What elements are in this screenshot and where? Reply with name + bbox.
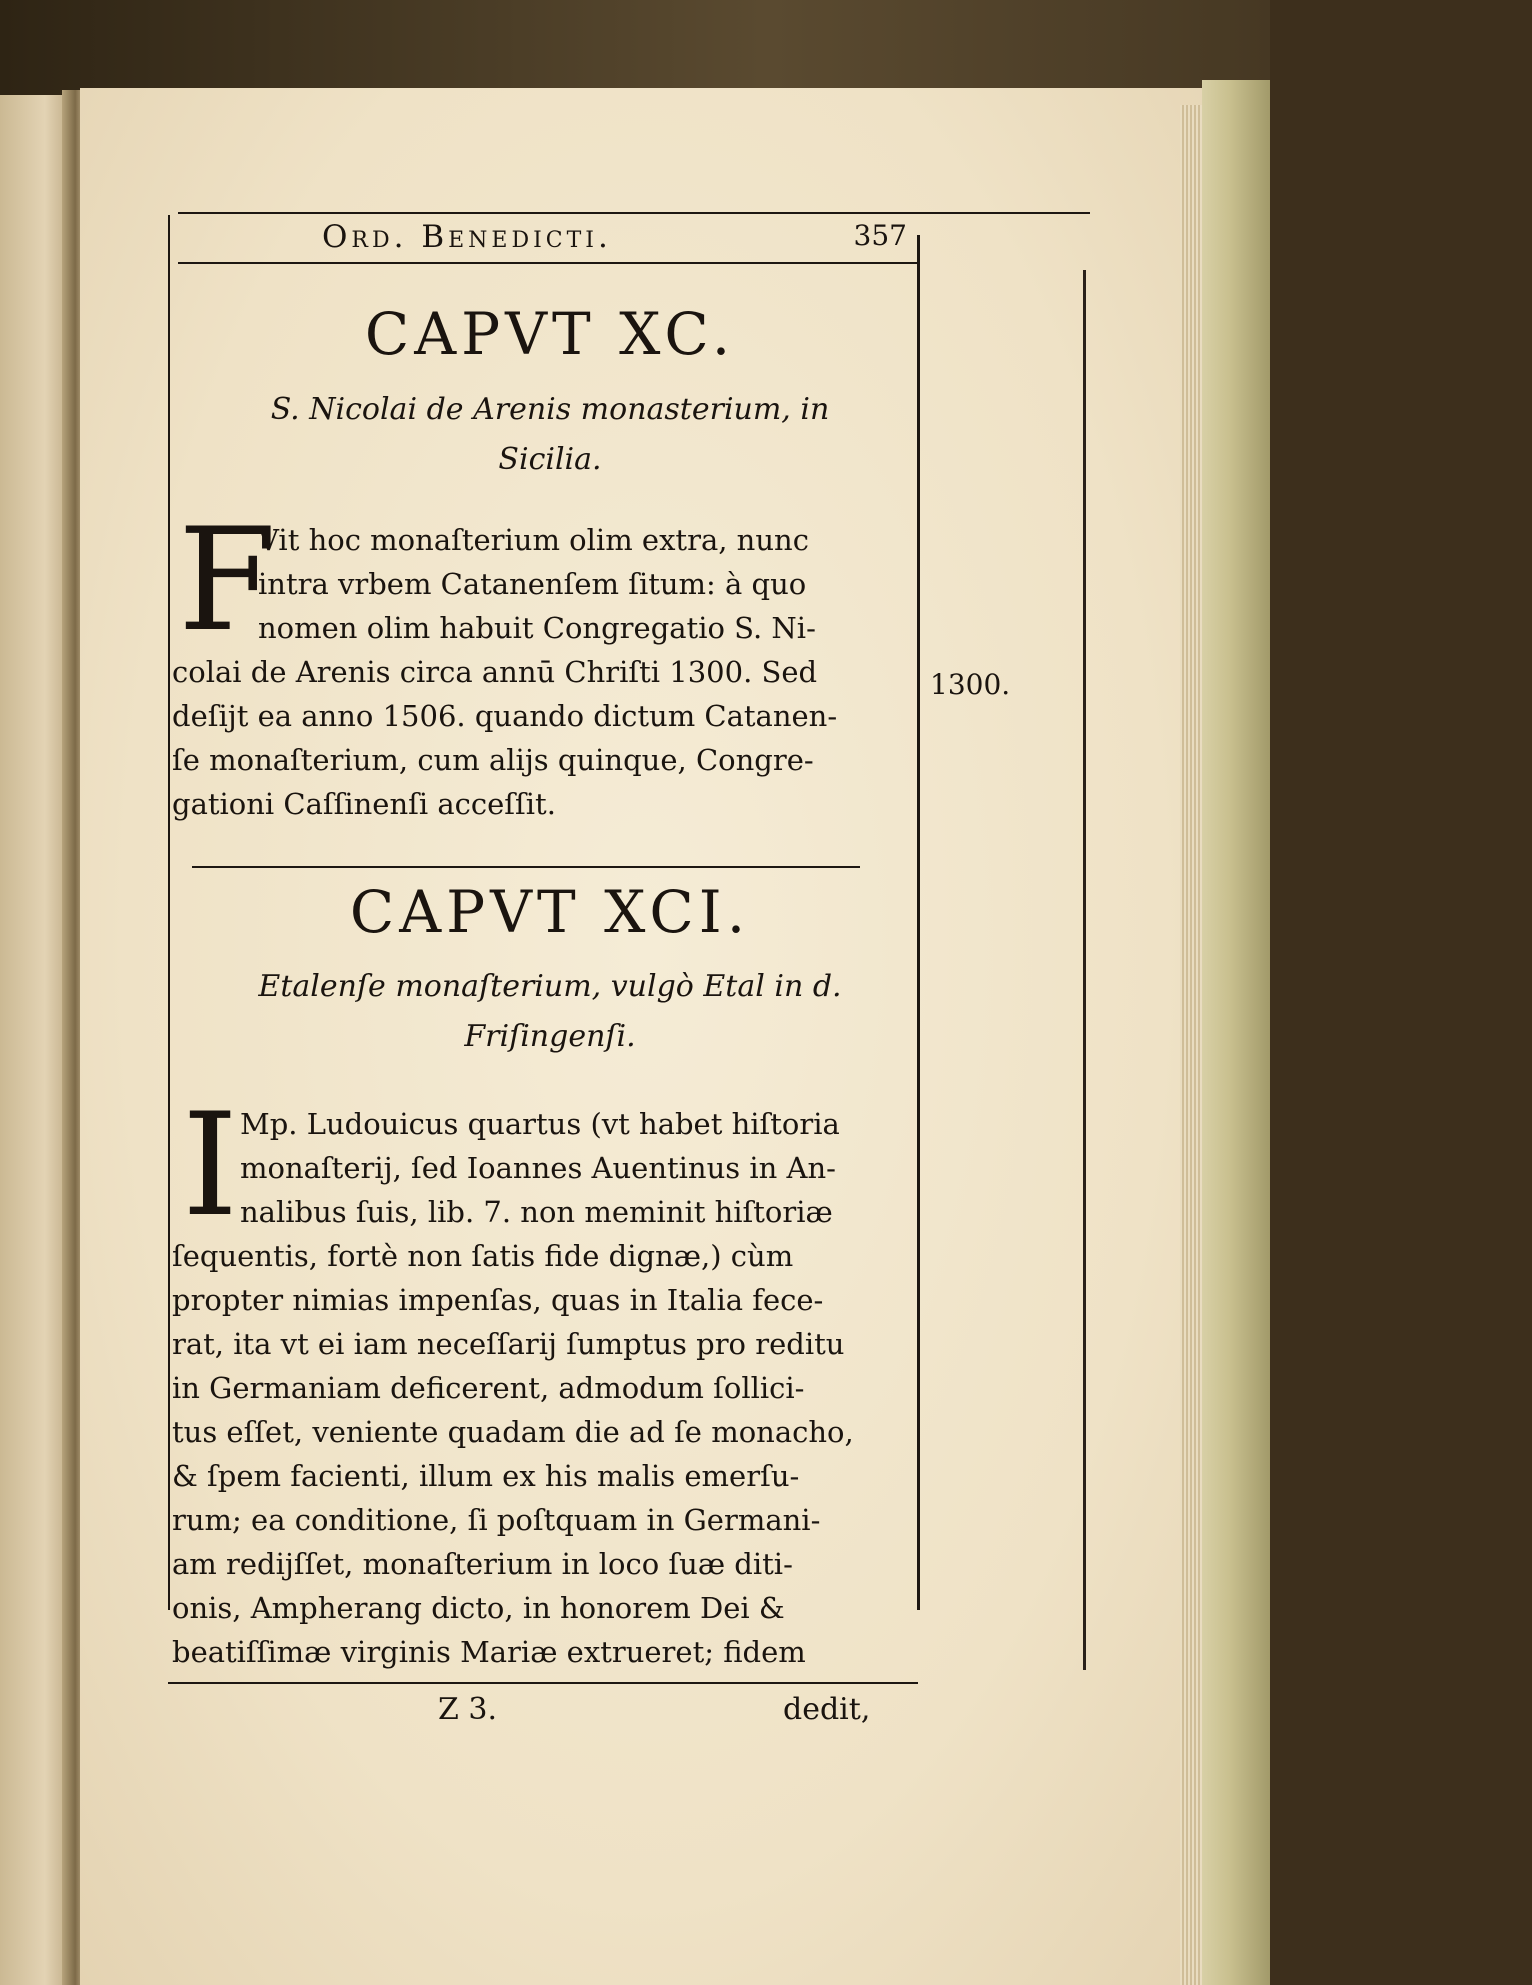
text-line: colai de Arenis circa annū Chriſti 1300. Sed [172,655,818,689]
header-rule [178,262,918,264]
book-cover-edge [1202,80,1270,1985]
text-line: monaſterij, ſed Ioannes Auentinus in An- [240,1151,836,1185]
chapter-subtitle-91-line-2: Friſingenſi. [464,1019,636,1054]
frame-left-rule [168,215,170,1610]
text-line: tus eſſet, veniente quadam die ad ſe monacho, [172,1415,854,1449]
margin-note-year: 1300. [930,668,1011,701]
text-line: ſe monaſterium, cum alijs quinque, Congre- [172,743,814,777]
dark-background-right [1270,0,1532,1985]
top-rule [178,212,1090,214]
text-line: Vit hoc monaſterium olim extra, nunc [258,523,809,557]
chapter-subtitle-90-line-1: S. Nicolai de Arenis monasterium, in [270,392,830,427]
running-head-title: Ord. Benedicti. [322,219,612,255]
text-line: ſequentis, fortè non ſatis fide dignæ,) cùm [172,1239,794,1273]
text-line: nomen olim habuit Congregatio S. Ni- [258,611,816,645]
drop-initial-i: I [182,1083,239,1248]
text-line: deſijt ea anno 1506. quando dictum Catanen- [172,699,838,733]
chapter-heading-91: CAPVT XCI. [349,878,751,946]
chapter-subtitle-91-line-1: Etalenſe monaſterium, vulgò Etal in d. [258,969,842,1004]
text-line: rum; ea conditione, ſi poſtquam in Germani- [172,1503,821,1537]
text-line: & ſpem facienti, illum ex his malis emerſu- [172,1459,800,1493]
text-line: onis, Ampherang dicto, in honorem Dei & [172,1591,785,1625]
catchword: dedit, [783,1692,871,1727]
chapter-subtitle-90-line-2: Sicilia. [498,442,602,477]
bottom-rule [168,1682,918,1684]
text-line: gationi Caſſinenſi acceſſit. [172,787,556,821]
text-line: rat, ita vt ei iam neceſſarij ſumptus pro reditu [172,1327,845,1361]
text-line: beatiſſimæ virginis Mariæ extrueret; fidem [172,1635,806,1669]
section-divider [192,866,860,868]
text-line: in Germaniam deficerent, admodum ſollici- [172,1371,805,1405]
page-block-edge [1180,105,1202,1985]
drop-initial-f: F [178,498,277,663]
chapter-heading-90: CAPVT XC. [364,300,736,368]
text-line: propter nimias impenſas, quas in Italia fece- [172,1283,824,1317]
text-line: nalibus ſuis, lib. 7. non meminit hiſtoriæ [240,1195,833,1229]
margin-rule [1083,270,1086,1670]
signature-mark: Z 3. [438,1692,498,1727]
text-line: am redijſſet, monaſterium in loco ſuæ diti- [172,1547,793,1581]
text-line: Mp. Ludouicus quartus (vt habet hiſtoria [240,1107,840,1141]
text-line: intra vrbem Catanenſem ſitum: à quo [258,567,807,601]
page-number: 357 [853,219,907,252]
running-head [180,215,915,261]
